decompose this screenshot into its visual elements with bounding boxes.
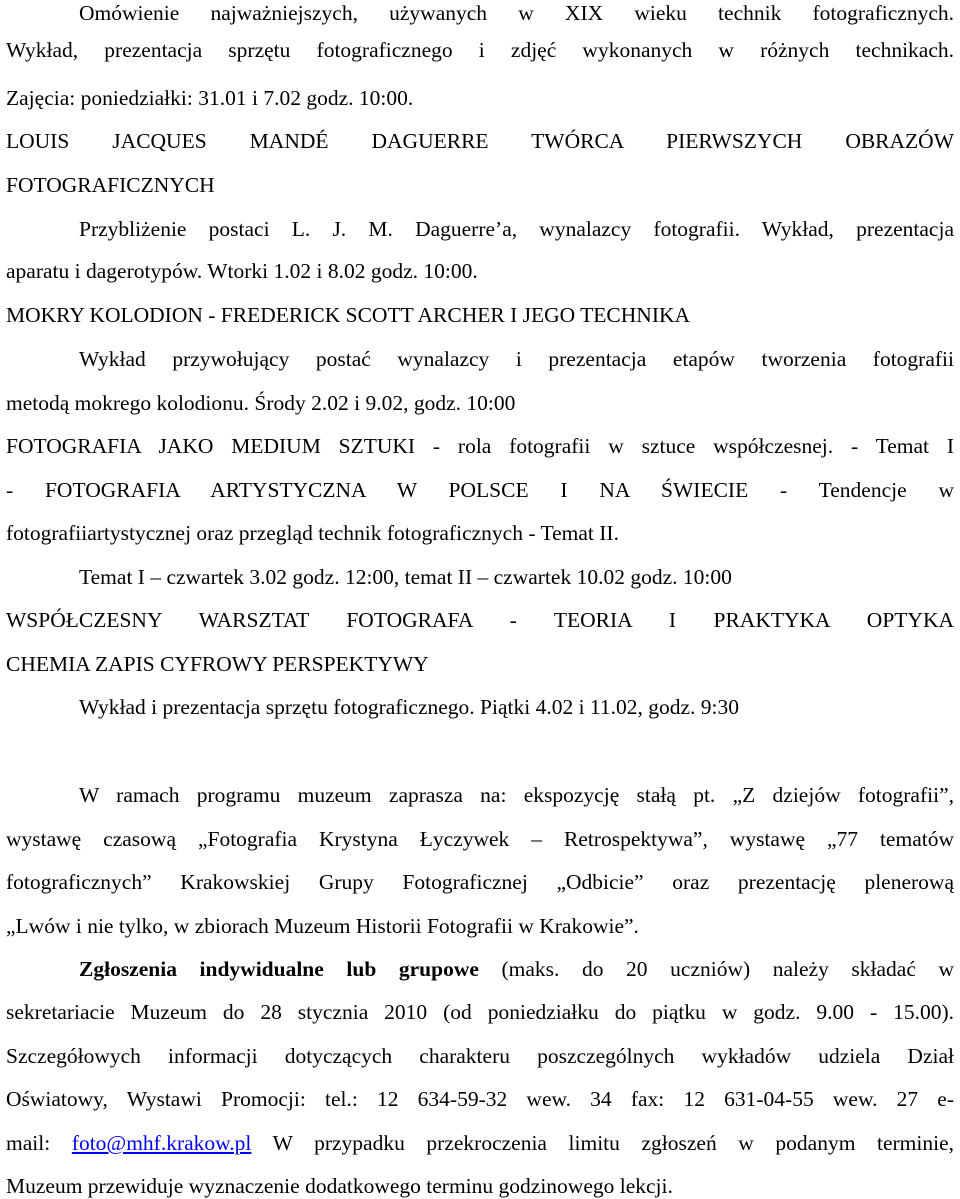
daguerre-body-line-1: Przybliżenie postaci L. J. M. Daguerre’a, wynalazcy fotografii. Wykład, prezentacja [79, 217, 954, 241]
intro-line-2: Wykład, prezentacja sprzętu fotograficznego i zdjęć wykonanych w różnych technikach. [6, 38, 954, 62]
program-line-2: wystawę czasową „Fotografia Krystyna Łyczywek – Retrospektywa”, wystawę „77 tematów [6, 827, 954, 851]
program-line-3: fotograficznych” Krakowskiej Grupy Fotograficznej „Odbicie” oraz prezentację plenerową [6, 870, 954, 894]
registration-line-6: Muzeum przewiduje wyznaczenie dodatkowego terminu godzinowego lekcji. [6, 1174, 673, 1198]
registration-bold-lead: Zgłoszenia indywidualne lub grupowe [79, 957, 479, 981]
email-link[interactable]: foto@mhf.krakow.pl [71, 1131, 252, 1155]
registration-line-5 [6, 1130, 954, 1156]
registration-line-2: sekretariacie Muzeum do 28 stycznia 2010 (od poniedziałku do piątku w godz. 9.00 - 15.00). [6, 1000, 954, 1024]
daguerre-body-line-2: aparatu i dagerotypów. Wtorki 1.02 i 8.02 godz. 10:00. [6, 259, 478, 283]
registration-line-4: Oświatowy, Wystawi Promocji: tel.: 12 634-59-32 wew. 34 fax: 12 631-04-55 wew. 27 e- [6, 1087, 954, 1111]
daguerre-heading-line-1: LOUIS JACQUES MANDÉ DAGUERRE TWÓRCA PIERWSZYCH OBRAZÓW [6, 129, 954, 153]
registration-line-1-rest: (maks. do 20 uczniów) należy składać w [478, 957, 954, 981]
registration-line-5-rest: W przypadku przekroczenia limitu zgłoszeń w podanym terminie, [251, 1131, 955, 1155]
sztuka-line-3: fotografiiartystycznej oraz przegląd technik fotograficznych - Temat II. [6, 521, 619, 545]
sztuka-line-2: - FOTOGRAFIA ARTYSTYCZNA W POLSCE I NA ŚWIECIE - Tendencje w [6, 478, 954, 502]
kolodion-body-line-2: metodą mokrego kolodionu. Środy 2.02 i 9.02, godz. 10:00 [6, 391, 516, 415]
warsztat-heading-line-2: CHEMIA ZAPIS CYFROWY PERSPEKTYWY [6, 652, 429, 676]
program-line-4: „Lwów i nie tylko, w zbiorach Muzeum Historii Fotografii w Krakowie”. [6, 914, 639, 938]
registration-line-3: Szczegółowych informacji dotyczących charakteru poszczególnych wykładów udziela Dział [6, 1044, 954, 1068]
warsztat-heading-line-1: WSPÓŁCZESNY WARSZTAT FOTOGRAFA - TEORIA I PRAKTYKA OPTYKA [6, 608, 954, 632]
kolodion-heading: MOKRY KOLODION - FREDERICK SCOTT ARCHER I JEGO TECHNIKA [6, 303, 691, 327]
sztuka-schedule: Temat I – czwartek 3.02 godz. 12:00, temat II – czwartek 10.02 godz. 10:00 [79, 565, 732, 589]
kolodion-body-line-1: Wykład przywołujący postać wynalazcy i prezentacja etapów tworzenia fotografii [79, 347, 954, 371]
program-line-1: W ramach programu muzeum zaprasza na: ekspozycję stałą pt. „Z dziejów fotografii”, [79, 783, 954, 807]
daguerre-heading-line-2: FOTOGRAFICZNYCH [6, 173, 215, 197]
email-prefix: mail: [6, 1131, 72, 1155]
registration-line-1 [79, 956, 954, 982]
intro-line-1: Omówienie najważniejszych, używanych w XIX wieku technik fotograficznych. [79, 1, 954, 25]
sztuka-line-1: FOTOGRAFIA JAKO MEDIUM SZTUKI - rola fotografii w sztuce współczesnej. - Temat I [6, 434, 954, 458]
intro-line-3: Zajęcia: poniedziałki: 31.01 i 7.02 godz. 10:00. [6, 86, 414, 110]
warsztat-body: Wykład i prezentacja sprzętu fotograficznego. Piątki 4.02 i 11.02, godz. 9:30 [79, 695, 740, 719]
